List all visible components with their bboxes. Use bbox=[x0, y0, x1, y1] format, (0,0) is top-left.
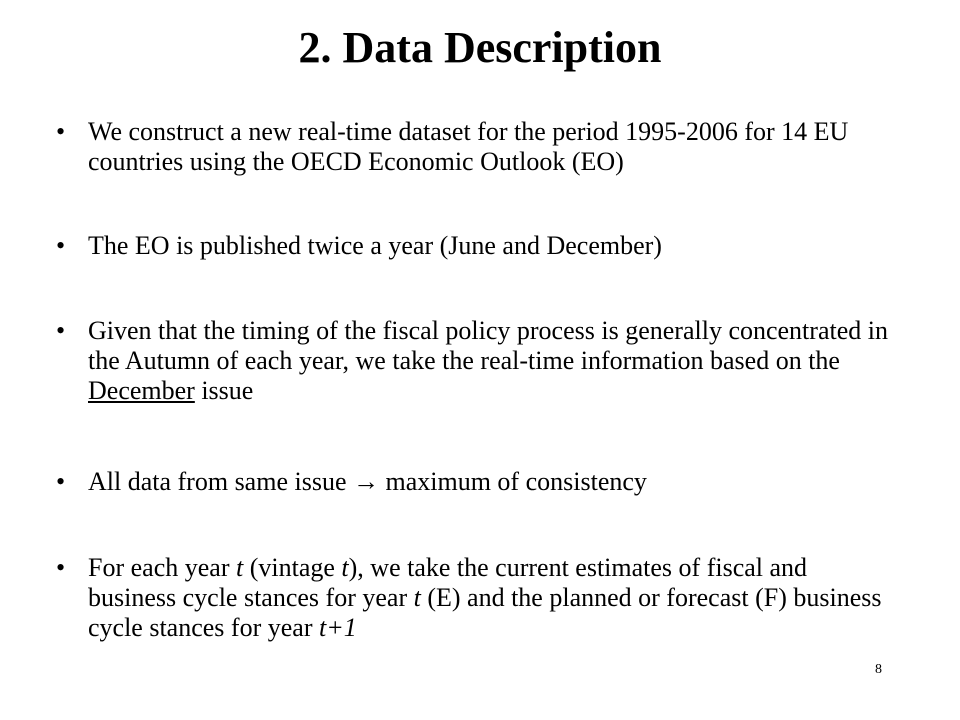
bullet-marker: • bbox=[56, 467, 66, 496]
bullet-marker: • bbox=[56, 117, 66, 146]
bullet-eo-publication bbox=[56, 231, 896, 261]
right-arrow-icon: → bbox=[353, 467, 379, 496]
bullet-text: The EO is published twice a year (June and December) bbox=[88, 231, 662, 260]
italic-t: t bbox=[235, 553, 244, 582]
bullet-text-part: ), we take the current estimates of fiscal and business cycle stances for year bbox=[88, 553, 808, 612]
italic-t: t bbox=[341, 553, 349, 582]
bullet-dataset bbox=[56, 117, 896, 177]
bullet-text-part: (vintage bbox=[243, 553, 342, 582]
bullet-marker: • bbox=[56, 316, 66, 345]
bullet-text-part: For each year bbox=[88, 553, 236, 582]
bullet-text: We construct a new real-time dataset for the period 1995-2006 for 14 EU countries using the OECD Economic Outlook (EO) bbox=[88, 117, 849, 176]
bullet-text-part: (E) and the planned or forecast (F) business cycle stances for year bbox=[88, 583, 882, 642]
bullet-text bbox=[88, 316, 896, 406]
bullet-text-part: All data from same issue bbox=[88, 467, 353, 496]
bullet-consistency bbox=[56, 467, 896, 497]
bullet-text-part: issue bbox=[194, 376, 254, 405]
bullet-text bbox=[88, 467, 896, 497]
bullet-text-part: Given that the timing of the fiscal policy process is generally concentrated in the Autumn of each year, we take the real-time information based on the bbox=[88, 316, 888, 375]
bullet-marker: • bbox=[56, 553, 66, 582]
slide-title: 2. Data Description bbox=[298, 23, 662, 72]
underlined-december: December bbox=[88, 376, 195, 405]
bullet-text bbox=[88, 553, 896, 643]
bullet-text-part: maximum of consistency bbox=[379, 467, 647, 496]
page-number: 8 bbox=[875, 662, 882, 677]
italic-t: t bbox=[413, 583, 421, 612]
italic-t-plus-1: t+1 bbox=[318, 613, 357, 642]
bullet-december-issue bbox=[56, 316, 896, 406]
bullet-vintage bbox=[56, 553, 896, 643]
bullet-marker: • bbox=[56, 231, 66, 260]
